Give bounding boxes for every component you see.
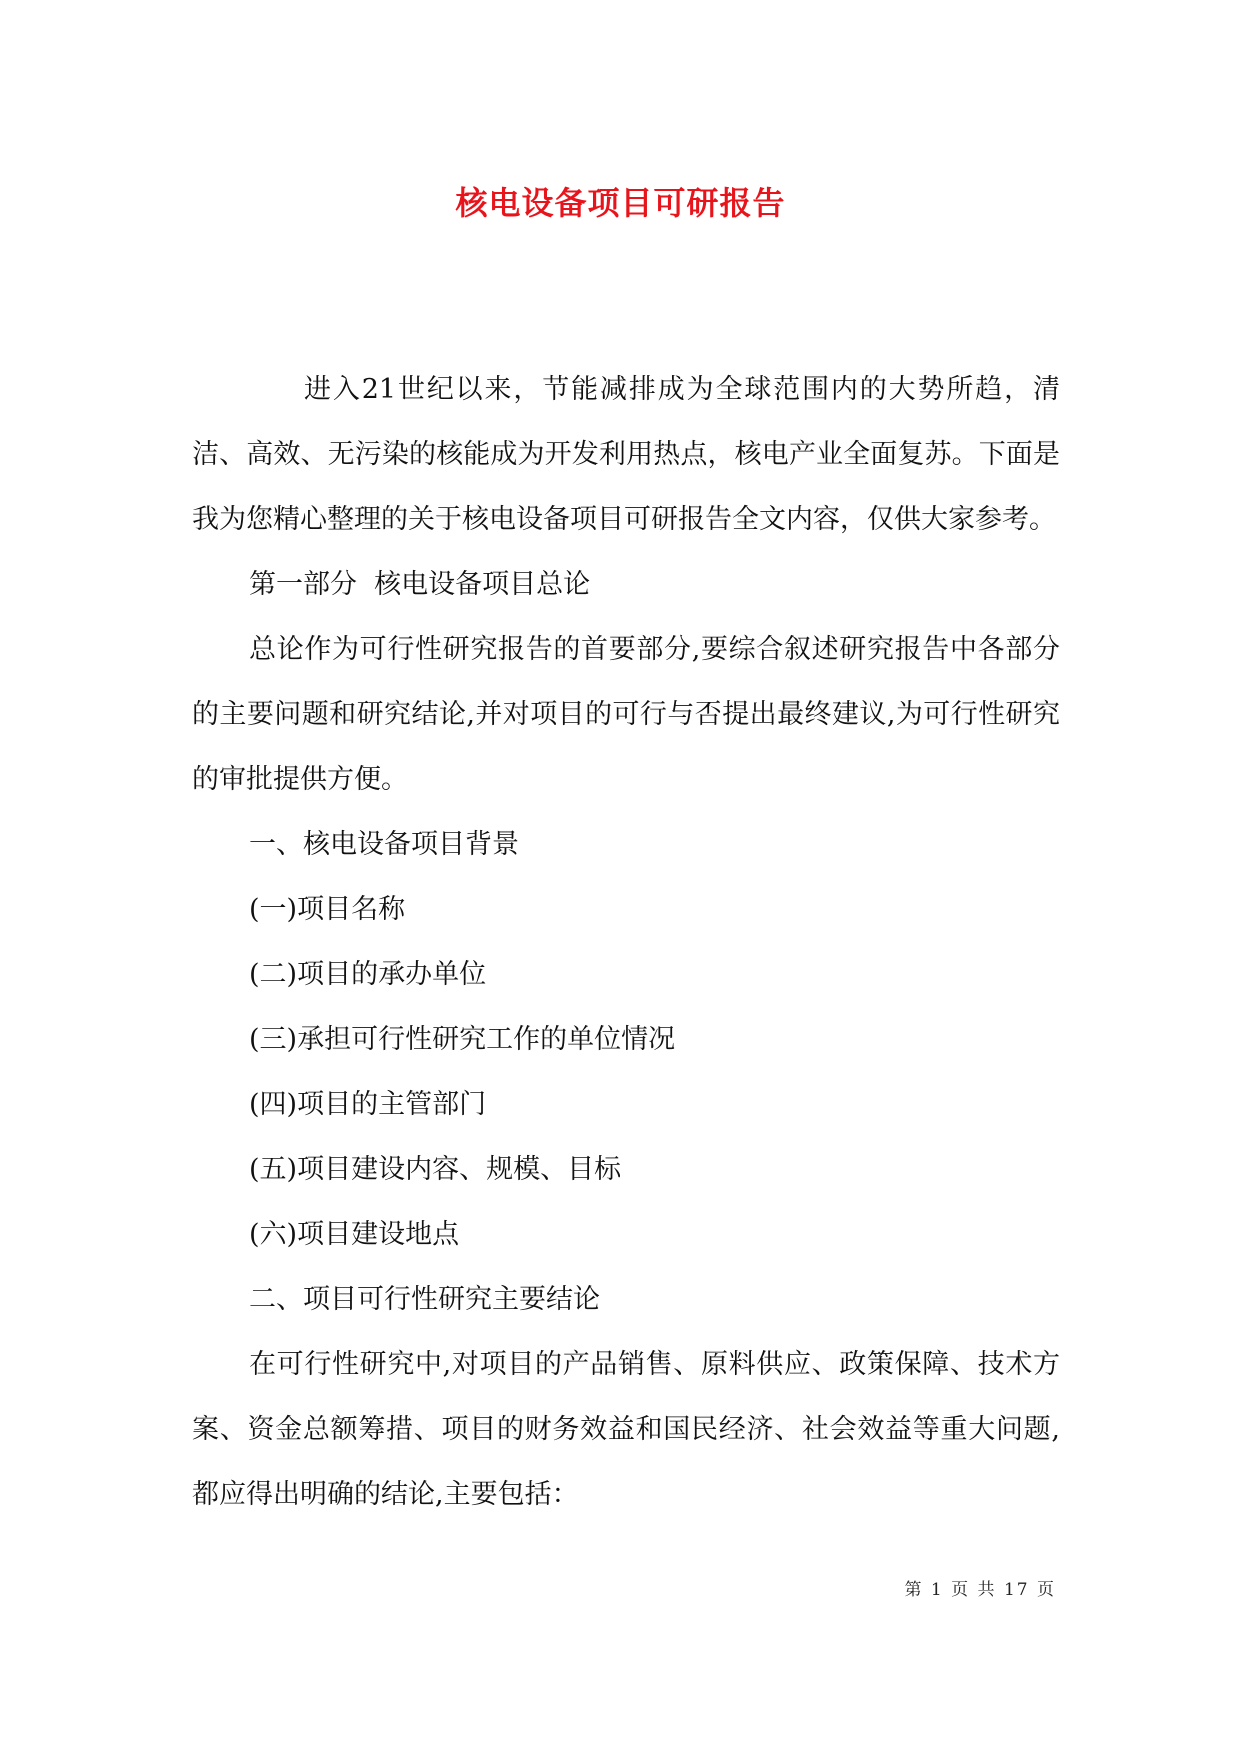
list-item: (四)项目的主管部门 [249,1089,487,1120]
page-number-footer: 第 1 页 共 17 页 [904,1580,1056,1600]
list-item: (三)承担可行性研究工作的单位情况 [249,1024,676,1055]
section2-heading: 二、项目可行性研究主要结论 [249,1284,600,1315]
list-item: (二)项目的承办单位 [249,959,487,990]
document-body [192,357,1060,1527]
list-item: (六)项目建设地点 [249,1219,460,1250]
list-item: (一)项目名称 [249,894,406,925]
document-title: 核电设备项目可研报告 [455,184,786,223]
overview-paragraph: 总论作为可行性研究报告的首要部分,要综合叙述研究报告中各部分的主要问题和研究结论,并对项目的可行与否提出最终建议,为可行性研究的审批提供方便。 [192,634,1060,795]
part-heading: 第一部分 核电设备项目总论 [249,569,591,600]
intro-paragraph: 进入21世纪以来，节能减排成为全球范围内的大势所趋，清洁、高效、无污染的核能成为开发利用热点，核电产业全面复苏。下面是我为您精心整理的关于核电设备项目可研报告全文内容，仅供大家参考。 [192,374,1060,535]
conclusion-paragraph: 在可行性研究中,对项目的产品销售、原料供应、政策保障、技术方案、资金总额筹措、项目的财务效益和国民经济、社会效益等重大问题,都应得出明确的结论,主要包括： [192,1349,1060,1510]
list-item: (五)项目建设内容、规模、目标 [249,1154,622,1185]
section1-heading: 一、核电设备项目背景 [249,829,519,860]
